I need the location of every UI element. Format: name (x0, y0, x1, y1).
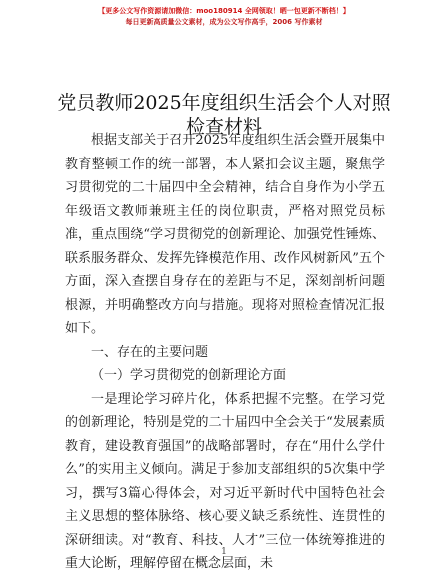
page-number: 1 (221, 547, 227, 557)
promo-banner-line2: 每日更新高质量公文素材，成为公文写作高手，2006 写作素材 (125, 18, 323, 26)
document-title: 党员教师2025年度组织生活会个人对照检查材料 (57, 91, 391, 138)
body-paragraph: 一是理论学习碎片化，体系把握不完整。在学习党的创新理论，特别是党的二十届四中全会关于“发展素质教育，建设教育强国”的战略部署时，存在“用什么学什么”的实用主义倾向。满足于参加支部组织的5次集中学习，撰写3篇心得体会，对习近平新时代中国特色社会主义思想的整体脉络、核心要义缺乏系统性、连贯性的深研细读。对“教育、科技、人才”三位一体统筹推进的重大论断，理解停留在概念层面，未 (65, 391, 385, 571)
promo-banner-line1: 【更多公文写作资源请加微信：moo180914 全网领取！晒一包更新不断档！】 (98, 7, 350, 15)
intro-paragraph: 根据支部关于召开2025年度组织生活会暨开展集中教育整顿工作的统一部署，本人紧扣会议主题，聚焦学习贯彻党的二十届四中全会精神，结合自身作为小学五年级语文教师兼班主任的岗位职责，严格对照党员标准，重点围绕“学习贯彻党的创新理论、加强党性锤炼、联系服务群众、发挥先锋模范作用、改作风树新风”五个方面，深入查摆自身存在的差距与不足，深刻剖析问题根源，并明确整改方向与措施。现将对照检查情况汇报如下。 (65, 133, 385, 336)
promo-banner (0, 6, 448, 28)
section-heading: 一、存在的主要问题 (91, 344, 209, 360)
subsection-heading: （一）学习贯彻党的创新理论方面 (91, 368, 287, 383)
document-body (65, 129, 385, 576)
